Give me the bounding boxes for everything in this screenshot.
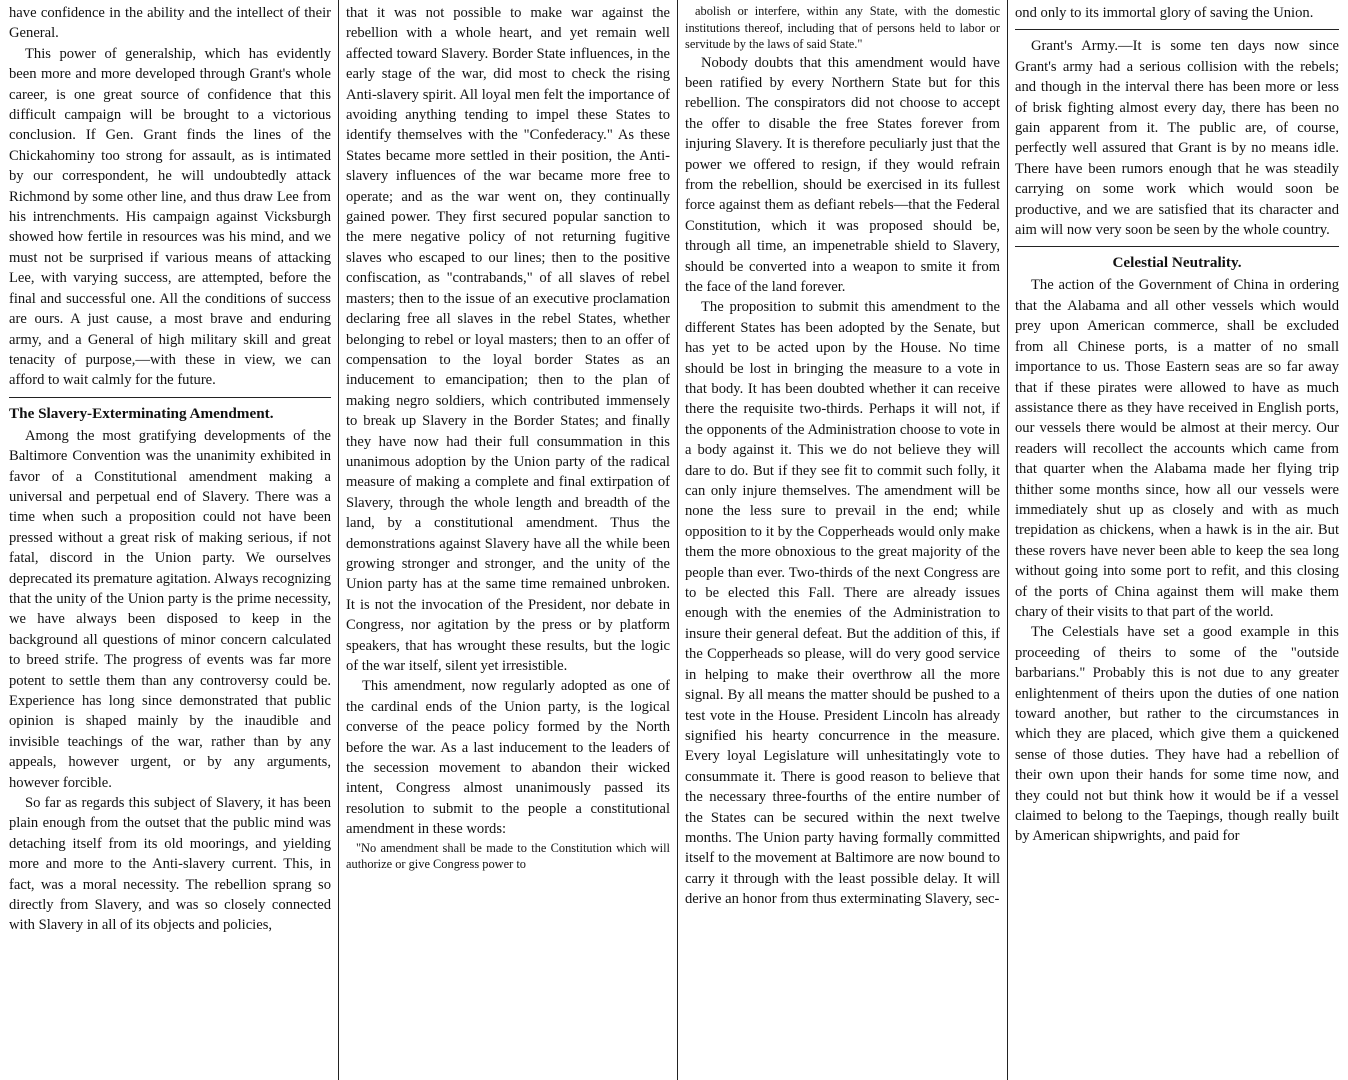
column-4 (1008, 0, 1346, 1080)
paragraph: The Celestials have set a good example in this proceeding of theirs to some of the "outside barbarians." Probably this is not due to any greater enlightenment of theirs upon the duties of one nation toward another, but rather to the circumstances in which they are placed, which give them a quickened sense of those duties. They have had a rebellion of their own upon their hands for some time now, and they could not but think how it would be if a vessel claimed to belong to the Taepings, though really built by American shipwrights, and paid for (1015, 624, 1339, 845)
column-2 (339, 0, 678, 1080)
column-1 (2, 0, 339, 1080)
quotation: abolish or interfere, within any State, with the domestic institutions thereof, including that of persons held to labor or servitude by the laws of said State." (685, 4, 1000, 51)
paragraph: ond only to its immortal glory of saving the Union. (1015, 5, 1314, 21)
paragraph: Grant's Army.—It is some ten days now since Grant's army had a serious collision with the rebels; and though in the interval there has been more or less of brisk fighting almost every day, there has been no gain apparent from it. The public are, of course, perfectly well assured that Grant is by no means idle. There have been rumors enough that he was steadily carrying on some work which would soon be productive, and we are satisfied that its character and aim will now very soon be seen by the whole country. (1015, 38, 1339, 239)
paragraph: Nobody doubts that this amendment would have been ratified by every Northern State but for this rebellion. The conspirators did not choose to accept the offer to disable the free States forever from injuring Slavery. It is therefore peculiarly just that the power we offered to resign, if they would refrain from the rebellion, should be exercised in its fullest force against them as defiant rebels—that the Federal Constitution, which it was proposed should be, through all time, an impenetrable shield to Slavery, should be converted into a weapon to smite it from the face of the land forever. (685, 54, 1000, 295)
column-rule (1015, 246, 1339, 247)
paragraph: So far as regards this subject of Slavery, it has been plain enough from the outset that the public mind was detaching itself from its old moorings, and yielding more and more to the Anti-slavery current. This, in fact, was a moral necessity. The rebellion sprang so directly from Slavery, and was so closely connected with Slavery in all of its objects and policies, (9, 795, 331, 934)
column-3 (678, 0, 1008, 1080)
paragraph: This amendment, now regularly adopted as one of the cardinal ends of the Union party, is the logical converse of the peace policy formed by the North before the war. As a last inducement to the leaders of the secession movement to abandon their wicked intent, Congress almost unanimously passed its resolution to submit to the people a constitutional amendment in these words: (346, 678, 670, 838)
paragraph: This power of generalship, which has evidently been more and more developed through Grant's whole career, is one great source of confidence that this difficult campaign will be brought to a victorious conclusion. If Gen. Grant finds the lines of the Chickahominy too strong for assault, as is intimated by our correspondent, he will undoubtedly attack Richmond by some other line, and thus draw Lee from his intrenchments. His campaign against Vicksburgh showed how fertile in resources was his mind, and we must not be surprised if various means of attacking Lee, with varying success, are attempted, before the final and successful one. All the conditions of success are ours. A just cause, a most brave and enduring army, and a General of high military skill and great tenacity of purpose,—with these in view, we can afford to wait calmly for the future. (9, 45, 331, 389)
article-headline: The Slavery-Exterminating Amendment. (9, 404, 274, 422)
quotation: "No amendment shall be made to the Constitution which will authorize or give Congress power to (346, 840, 670, 872)
paragraph: Among the most gratifying developments of the Baltimore Convention was the unanimity exhibited in favor of a Constitutional amendment making a universal and perpetual end of Slavery. There was a time when such a proposition could not have been pressed without a great risk of making serious, if not fatal, discord in the Union party. We ourselves deprecated its premature agitation. Always recognizing that the unity of the Union party is the prime necessity, we have always been disposed to keep in the background all questions of minor concern calculated to breed strife. The progress of events was far more potent to settle them than any controversy could be. Experience has long since demonstrated that public opinion is shaped mainly by the inaudible and invisible teachings of the war, rather than by any appeals, however urgent, or by any arguments, however forcible. (9, 427, 331, 791)
paragraph: The action of the Government of China in ordering that the Alabama and all other vessels which would prey upon American commerce, shall be excluded from all Chinese ports, is a matter of no small importance to us. Those Eastern seas are so far away that if these pirates were allowed to have as much assistance there as they have received in English ports, our vessels there would be almost at their mercy. Our readers will recollect the accounts which came from that quarter when the Alabama made her flying trip thither some months since, how all our vessels were immediately shut up as closely and with as much trepidation as chickens, when a hawk is in the air. But these rovers have never been able to keep the sea long without going into some port to refit, and this closing of the ports of China against them will make them chary of their visits to that part of the world. (1015, 277, 1339, 620)
column-rule (9, 397, 331, 398)
article-headline: Celestial Neutrality. (1112, 254, 1242, 272)
paragraph: that it was not possible to make war against the rebellion with a whole heart, and yet remain well affected toward Slavery. Border State influences, in the early stage of the war, did most to check the rising Anti-slavery spirit. All loyal men felt the importance of avoiding anything tending to impel these States to identify themselves with the "Confederacy." As these States became more settled in their position, the Anti-slavery influences of the war became more free to operate; and as the war went on, they continually gained power. They first secured popular sanction to the mere negative policy of not returning fugitive slaves who escaped to our lines; then to the positive confiscation, as "contrabands," of all slaves of rebel masters; then to the issue of an executive proclamation declaring free all slaves in the rebel States, whether belonging to rebel or loyal masters; then to an offer of compensation to the loyal border States as an inducement to emancipation; then to the plan of making negro soldiers, which contributed immensely to break up Slavery in the Border States; and finally they have now had their full consummation in this unanimous adoption by the Union party of the radical measure of making a complete and final extirpation of Slavery, through the whole length and breadth of the land, by a constitutional amendment. Thus the demonstrations against Slavery have all the while been growing stronger and stronger, and the unity of the Union party has at the same time remained unbroken. It is not the invocation of the President, nor debate in Congress, nor agitation by the press or by platform speakers, that has wrought these results, but the logic of the war itself, silent yet irresistible. (346, 5, 670, 674)
paragraph: The proposition to submit this amendment to the different States has been adopted by the Senate, but has yet to be acted upon by the House. No time should be lost in bringing the measure to a vote in that body. It has been doubted whether it can receive there the requisite two-thirds. Perhaps it will not, if the opponents of the Administration choose to vote in a body against it. This we do not believe they will dare to do. But if they see fit to commit such folly, it can only injure themselves. The amendment will be none the less sure to prevail in the end; while opposition to it by the Copperheads would only make them the more obnoxious to the great majority of the people than ever. Two-thirds of the next Congress are to be elected this Fall. There are already issues enough with the enemies of the Administration to insure their general defeat. But the addition of this, if the Copperheads so please, will do very good service in helping to make their overthrow all the more signal. By all means the matter should be pushed to a test vote in the House. President Lincoln has already signified his hearty concurrence in the measure. Every loyal Legislature will unhesitatingly vote to consummate it. There is good reason to believe that the necessary three-fourths of the entire number of the States can be secured within the next twelve months. The Union party having formally committed itself to the movement at Baltimore are now bound to carry it through with the least possible delay. It will derive an honor from thus exterminating Slavery, sec- (685, 299, 1000, 908)
paragraph: have confidence in the ability and the intellect of their General. (9, 5, 331, 42)
column-rule (1015, 29, 1339, 30)
